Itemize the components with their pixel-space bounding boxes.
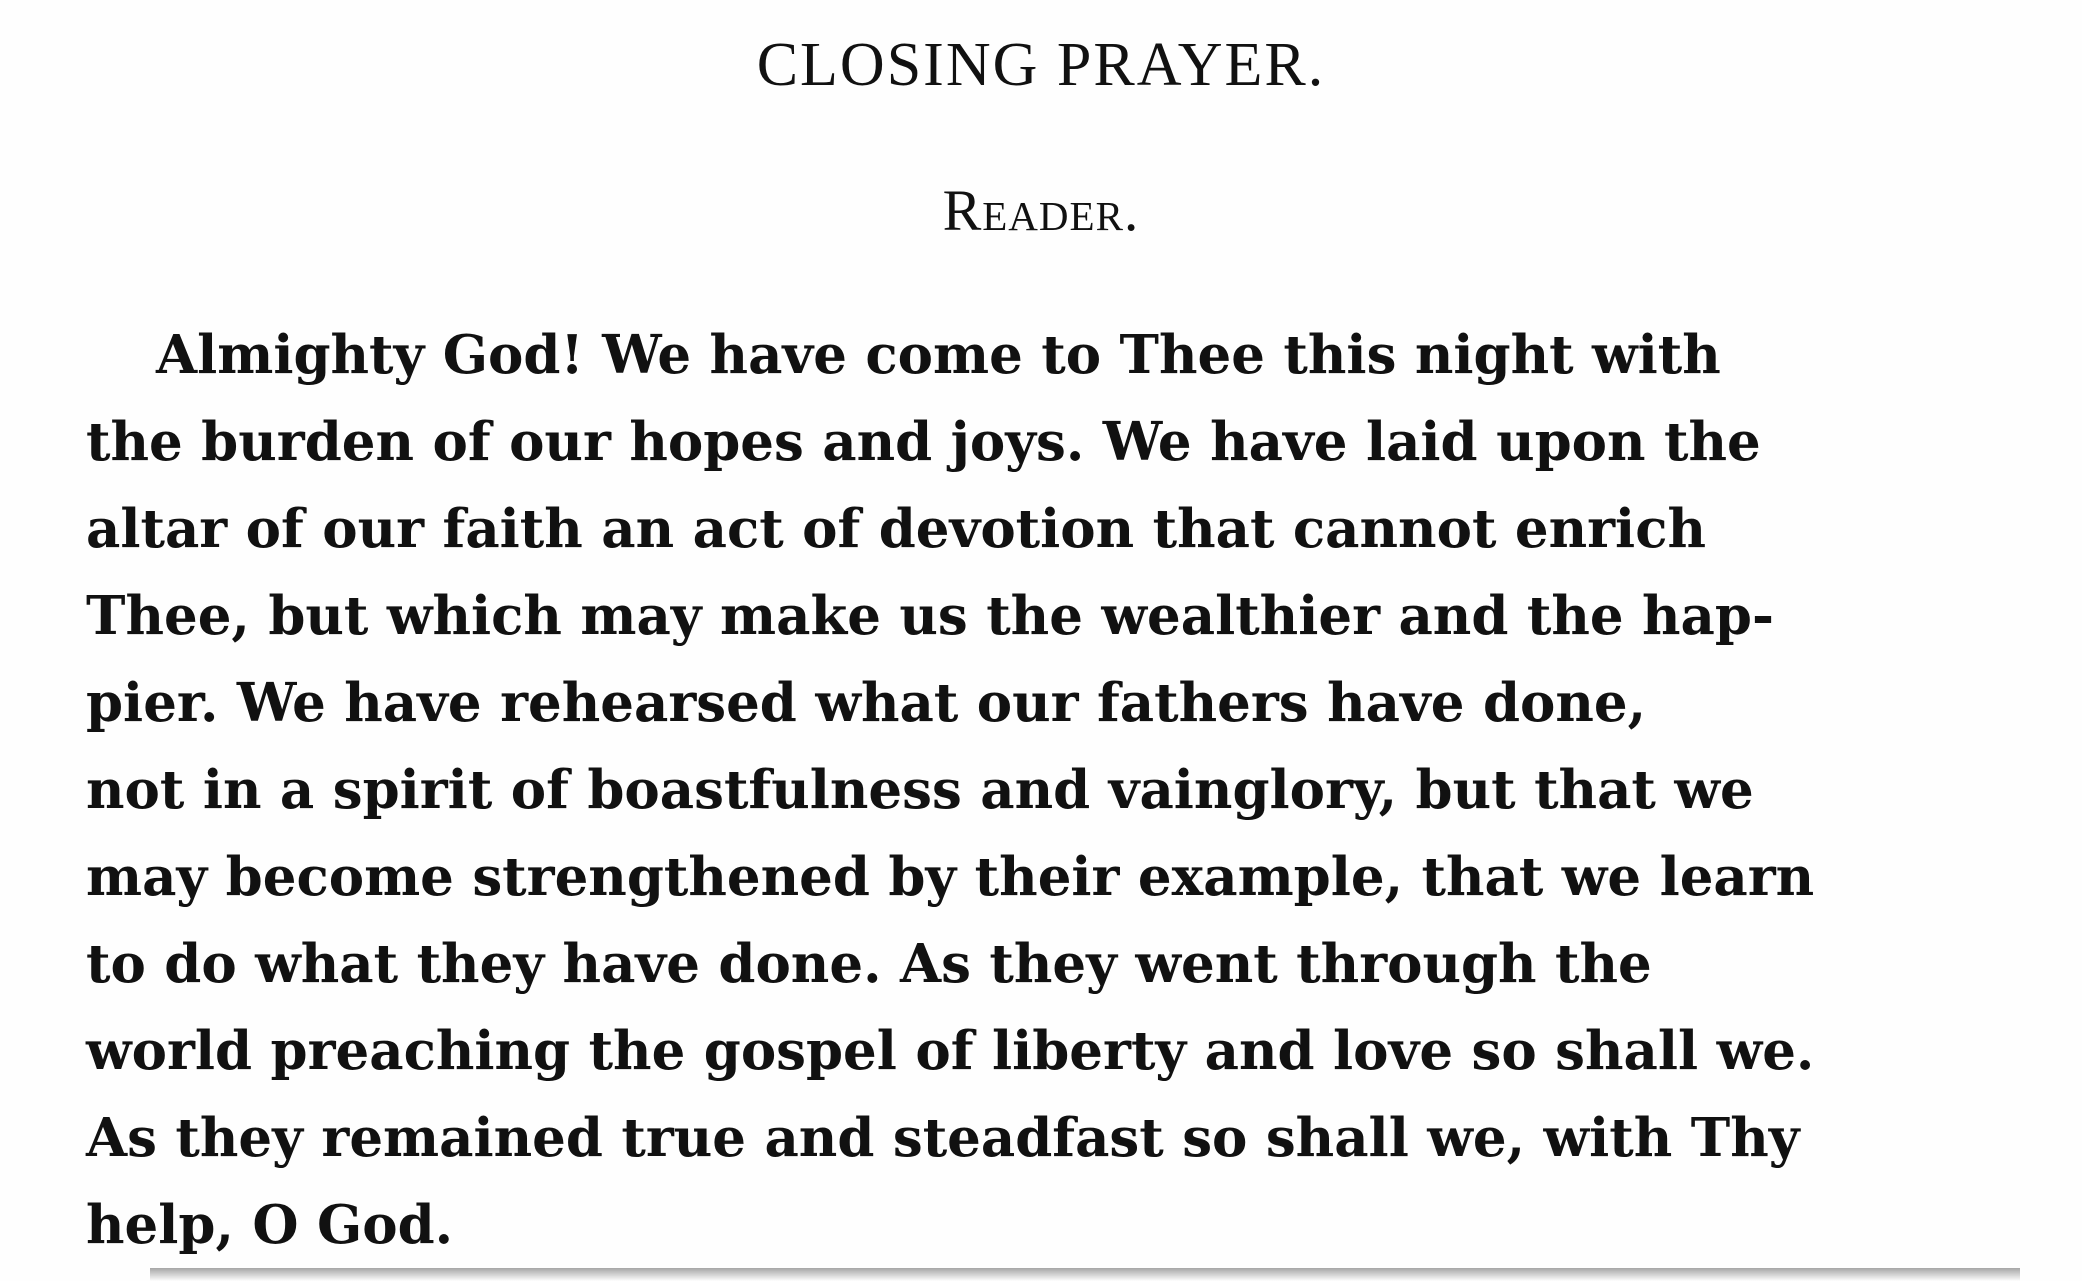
paragraph-line: not in a spirit of boastfulness and vainglory, but that we <box>86 759 1754 821</box>
paragraph-line: world preaching the gospel of liberty and love so shall we. <box>86 1020 1815 1082</box>
paragraph-line: pier. We have rehearsed what our fathers have done, <box>86 672 1647 734</box>
paragraph-line: As they remained true and steadfast so shall we, with Thy <box>86 1107 1800 1169</box>
paragraph-line: may become strengthened by their example, that we learn <box>86 846 1815 908</box>
cut-off-next-line <box>150 1268 2020 1281</box>
speaker-heading: Reader. <box>942 178 1140 243</box>
prayer-paragraph <box>86 312 2020 1269</box>
paragraph-line: to do what they have done. As they went through the <box>86 933 1652 995</box>
page-title: CLOSING PRAYER. <box>756 31 1326 99</box>
paragraph-line: Almighty God! We have come to Thee this night with <box>156 324 1721 386</box>
paragraph-line: altar of our faith an act of devotion that cannot enrich <box>86 498 1706 560</box>
paragraph-line: Thee, but which may make us the wealthier and the hap- <box>86 585 1774 647</box>
paragraph-line: the burden of our hopes and joys. We have laid upon the <box>86 411 1761 473</box>
paragraph-line: help, O God. <box>86 1194 454 1256</box>
